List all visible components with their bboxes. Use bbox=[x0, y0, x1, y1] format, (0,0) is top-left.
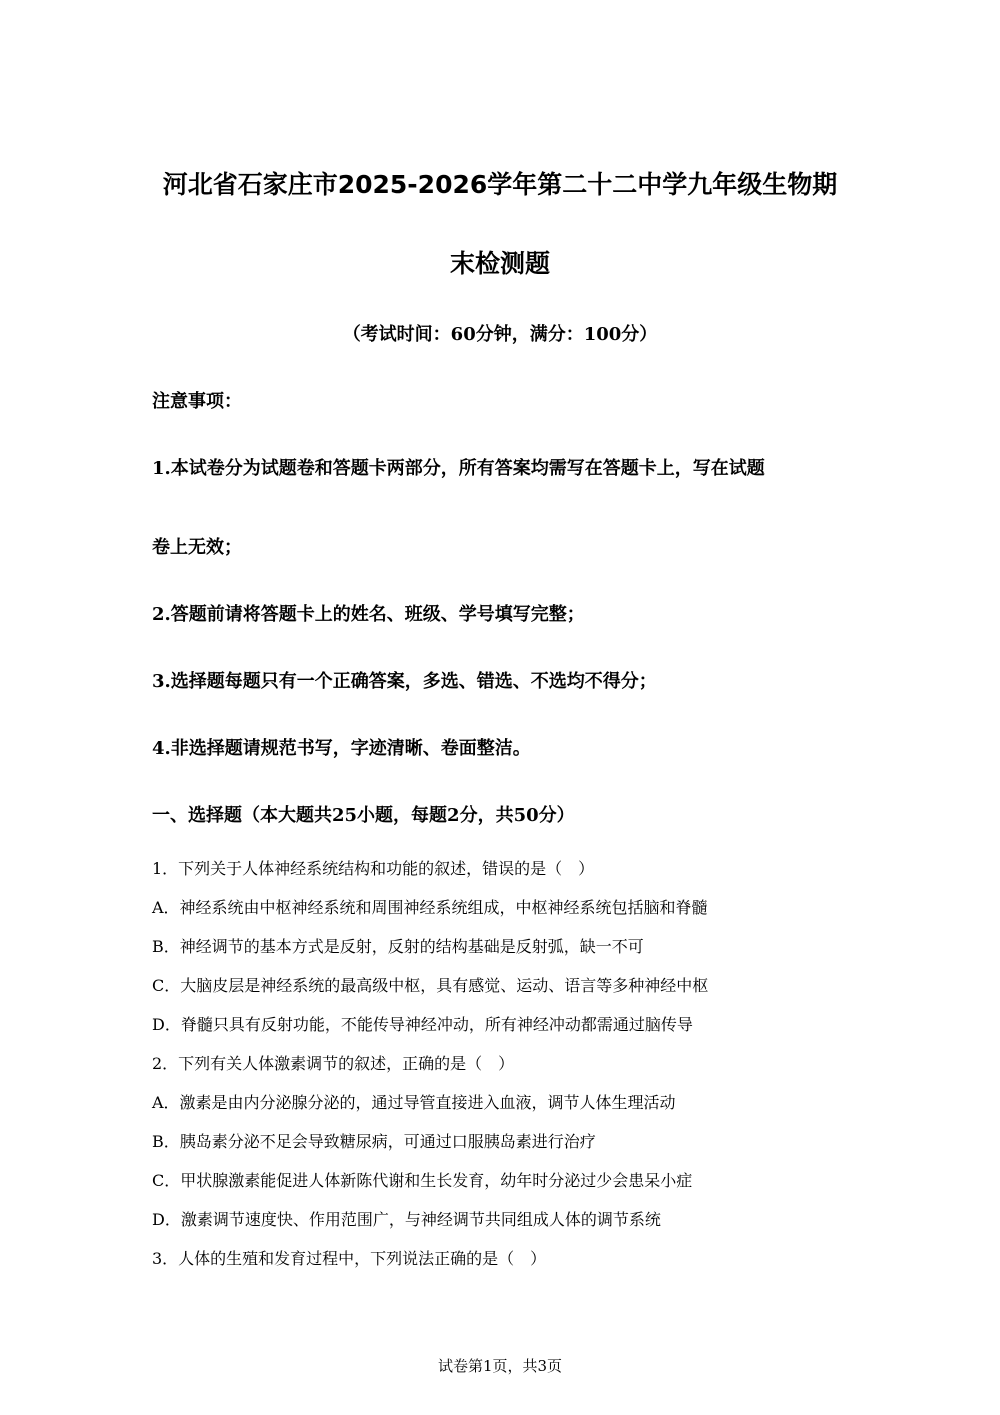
question-option: D．脊髓只具有反射功能，不能传导神经冲动，所有神经冲动都需通过脑传导 bbox=[152, 1015, 693, 1034]
exam-info: （考试时间：60分钟，满分：100分） bbox=[342, 324, 658, 345]
notice-item-1-continued: 卷上无效； bbox=[152, 537, 242, 558]
question-option: C．甲状腺激素能促进人体新陈代谢和生长发育，幼年时分泌过少会患呆小症 bbox=[152, 1171, 693, 1190]
question-option: A．激素是由内分泌腺分泌的，通过导管直接进入血液，调节人体生理活动 bbox=[152, 1093, 676, 1112]
exam-title-line-2: 末检测题 bbox=[449, 249, 550, 278]
question-option: C．大脑皮层是神经系统的最高级中枢，具有感觉、运动、语言等多种神经中枢 bbox=[152, 976, 709, 995]
question-stem: 1．下列关于人体神经系统结构和功能的叙述，错误的是（ ） bbox=[152, 859, 595, 878]
question-stem: 2．下列有关人体激素调节的叙述，正确的是（ ） bbox=[152, 1054, 515, 1073]
notice-item-4: 4.非选择题请规范书写，字迹清晰、卷面整洁。 bbox=[152, 738, 531, 759]
notice-heading: 注意事项： bbox=[152, 391, 242, 412]
notice-item-2: 2.答题前请将答题卡上的姓名、班级、学号填写完整； bbox=[152, 604, 585, 625]
question-option: B．神经调节的基本方式是反射，反射的结构基础是反射弧，缺一不可 bbox=[152, 937, 644, 956]
section-heading-choice: 一、选择题（本大题共25小题，每题2分，共50分） bbox=[152, 805, 575, 826]
question-stem: 3．人体的生殖和发育过程中，下列说法正确的是（ ） bbox=[152, 1249, 547, 1268]
notice-item-3: 3.选择题每题只有一个正确答案，多选、错选、不选均不得分； bbox=[152, 671, 657, 692]
question-option: A．神经系统由中枢神经系统和周围神经系统组成，中枢神经系统包括脑和脊髓 bbox=[152, 898, 708, 917]
notice-item-1: 1.本试卷分为试题卷和答题卡两部分，所有答案均需写在答题卡上，写在试题 bbox=[152, 458, 765, 479]
question-option: B．胰岛素分泌不足会导致糖尿病，可通过口服胰岛素进行治疗 bbox=[152, 1132, 596, 1151]
question-option: D．激素调节速度快、作用范围广，与神经调节共同组成人体的调节系统 bbox=[152, 1210, 661, 1229]
page-footer: 试卷第1页，共3页 bbox=[437, 1357, 563, 1375]
exam-title-line-1: 河北省石家庄市2025-2026学年第二十二中学九年级生物期 bbox=[162, 170, 838, 199]
